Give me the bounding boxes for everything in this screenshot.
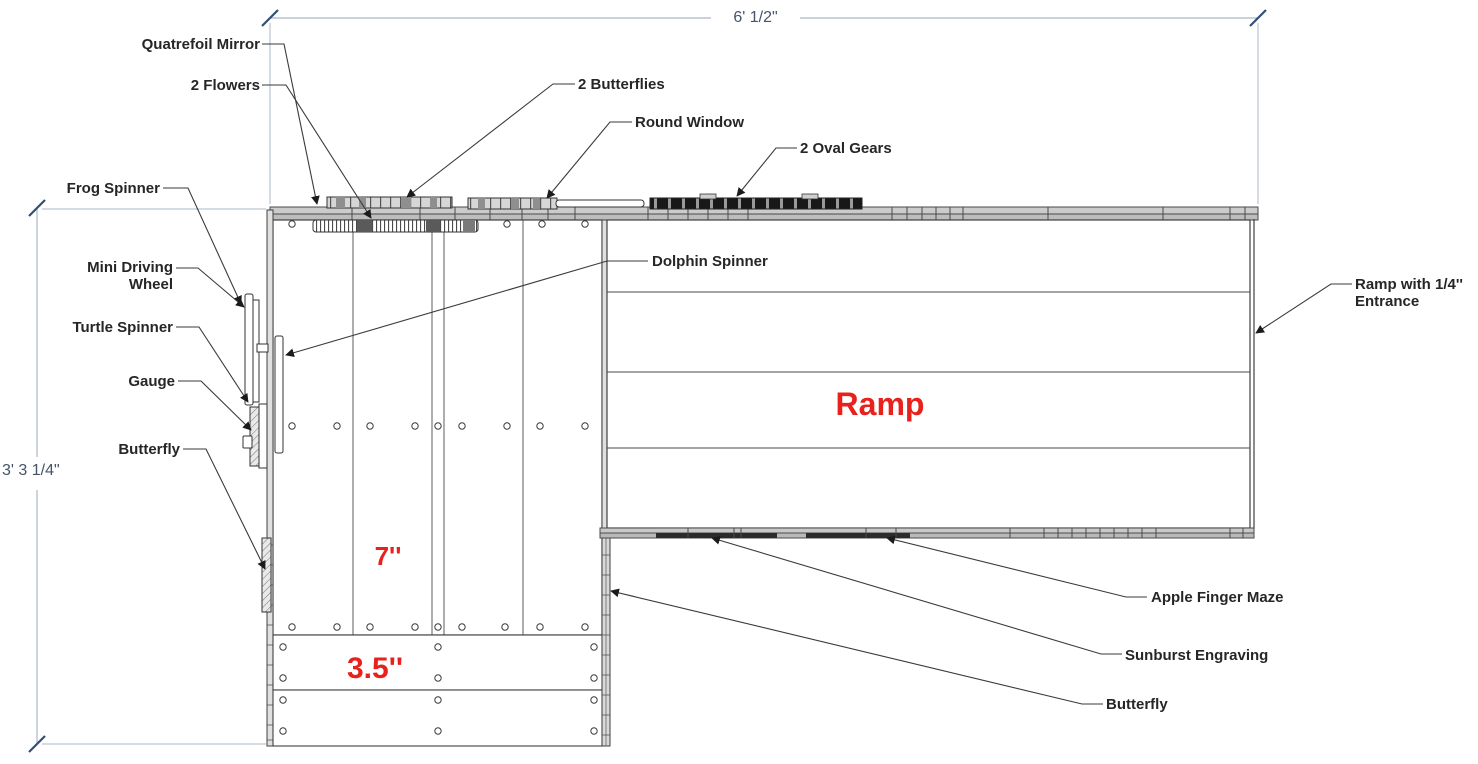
oval-gears-strip — [650, 198, 862, 209]
label-oval-gears: 2 Oval Gears — [800, 140, 892, 157]
leader-butterflies — [407, 84, 575, 197]
ramp-text: Ramp — [835, 386, 925, 422]
leader-sunburst-engraving — [712, 538, 1122, 654]
label-mini-driving-wheel: Mini Driving Wheel — [87, 259, 173, 293]
label-butterfly-right: Butterfly — [1106, 696, 1168, 713]
screw — [504, 221, 510, 227]
screw — [591, 644, 597, 650]
label-round-window: Round Window — [635, 114, 744, 131]
strip-block — [336, 197, 345, 208]
quatrefoil-mirror-strip — [313, 220, 478, 232]
leader-frog-spinner — [163, 188, 241, 304]
leader-butterfly-left — [183, 449, 265, 569]
label-dolphin-spinner: Dolphin Spinner — [652, 253, 768, 270]
dimension-overall-width: 6' 1/2" — [733, 9, 778, 26]
label-butterflies: 2 Butterflies — [578, 76, 665, 93]
strip-block — [511, 198, 519, 209]
label-sunburst-engraving: Sunburst Engraving — [1125, 647, 1269, 664]
screw — [289, 624, 295, 630]
screw — [539, 221, 545, 227]
screw — [280, 675, 286, 681]
strip-block — [533, 198, 540, 209]
mini-driving-wheel-part — [245, 294, 253, 405]
gauge-knob — [243, 436, 252, 448]
apple-finger-maze-strip — [806, 533, 910, 538]
screw — [367, 423, 373, 429]
label-butterfly-left: Butterfly — [118, 441, 180, 458]
screw — [289, 221, 295, 227]
label-frog-spinner: Frog Spinner — [66, 180, 160, 197]
leader-ramp-entrance — [1256, 284, 1352, 333]
label-gauge: Gauge — [128, 373, 175, 390]
screw — [591, 697, 597, 703]
butterfly-part — [262, 538, 271, 612]
leader-oval-gears — [737, 148, 797, 196]
lower-panel-depth-text: 3.5'' — [347, 652, 403, 685]
label-turtle-spinner: Turtle Spinner — [72, 319, 173, 336]
screw — [459, 423, 465, 429]
upper-panel-depth-text: 7'' — [374, 541, 402, 571]
strip-block — [357, 220, 372, 232]
screw — [435, 675, 441, 681]
strip-block — [478, 198, 485, 209]
screw — [435, 644, 441, 650]
screw — [280, 697, 286, 703]
leader-apple-finger-maze — [887, 538, 1147, 597]
gear-knob — [700, 194, 716, 199]
screw — [412, 423, 418, 429]
screw — [504, 423, 510, 429]
screw — [459, 624, 465, 630]
strip-block — [463, 220, 475, 232]
screw — [537, 624, 543, 630]
label-quatrefoil-mirror: Quatrefoil Mirror — [141, 36, 260, 53]
screw — [591, 728, 597, 734]
screw — [435, 624, 441, 630]
screw — [334, 423, 340, 429]
screw — [537, 423, 543, 429]
sunburst-engraving-strip — [656, 533, 777, 538]
leader-butterfly-right — [611, 591, 1103, 704]
screw — [582, 624, 588, 630]
dimension-overall-height: 3' 3 1/4" — [2, 462, 60, 479]
strip-block — [401, 197, 411, 208]
screw — [435, 697, 441, 703]
label-ramp-entrance: Ramp with 1/4'' Entrance — [1355, 276, 1463, 310]
screw — [334, 624, 340, 630]
dolphin-spinner-part — [275, 336, 283, 453]
label-flowers: 2 Flowers — [190, 77, 260, 94]
leader-turtle-spinner — [176, 327, 248, 402]
strip-block — [430, 197, 437, 208]
leader-round-window — [547, 122, 632, 198]
screw — [582, 423, 588, 429]
screw — [502, 624, 508, 630]
screw — [367, 624, 373, 630]
screw — [435, 423, 441, 429]
label-apple-finger-maze: Apple Finger Maze — [1151, 589, 1284, 606]
screw — [280, 728, 286, 734]
screw — [591, 675, 597, 681]
strip-block — [426, 220, 440, 232]
leader-gauge — [178, 381, 251, 430]
strip-block — [359, 197, 366, 208]
screw — [582, 221, 588, 227]
screw — [412, 624, 418, 630]
screw — [289, 423, 295, 429]
screw — [280, 644, 286, 650]
gear-knob — [802, 194, 818, 199]
thin-ledge — [556, 200, 644, 207]
gauge-mount — [259, 404, 267, 468]
screw — [435, 728, 441, 734]
spinner-bracket — [257, 344, 268, 352]
